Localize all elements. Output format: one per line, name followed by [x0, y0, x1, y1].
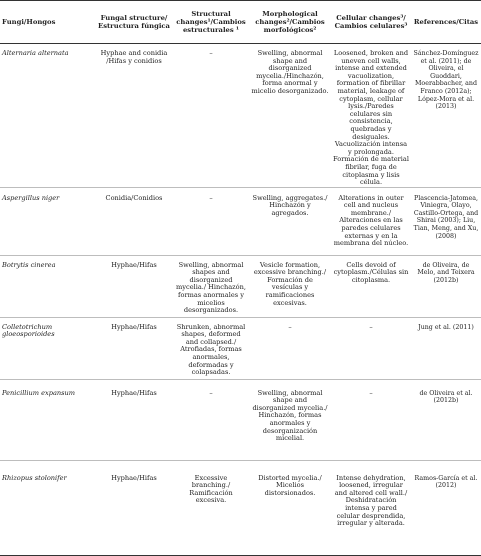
table-row	[0, 317, 481, 379]
structural-changes: Swelling, abnormal shapes and disorganized mycelia./ Hinchazón, formas anormales y micelios desorganizados.	[176, 260, 246, 315]
header-morphological-changes: Morphological changes²/Cambios morfológicos²	[249, 1, 331, 44]
fungal-structure: Hyphae and conidia /Hifas y conidios	[100, 49, 168, 65]
header-structural-changes: Structural changes¹/Cambios estructurales ¹	[173, 1, 249, 44]
table-row	[0, 255, 481, 317]
table-row	[0, 460, 481, 555]
structural-changes: Shrunken, abnormal shapes, deformed and collapsed./ Atrofiadas, formas anormales, deformadas y colapsadas.	[176, 322, 246, 377]
fungus-name: Alternaria alternata	[2, 49, 69, 57]
fungus-name: Rhizopus stolonifer	[2, 473, 67, 482]
morphological-changes: Swelling, abnormal shape and disorganized mycelia./ Hinchazón, formas anormales y desorganización micelial.	[252, 388, 328, 443]
references: de Oliveira et al. (2012b)	[419, 389, 473, 405]
table-body	[0, 44, 481, 556]
header-fungal-structure: Fungal structure/ Estructura fúngica	[95, 1, 173, 44]
header-references: References/Citas	[411, 1, 481, 44]
references: de Oliveira, de Melo, and Teixera (2012b)	[417, 261, 475, 284]
morphological-changes: –	[288, 322, 292, 331]
header-fungi: Fungi/Hongos	[0, 1, 95, 44]
morphological-changes: Distorted mycelia./ Micelios distorsionados.	[258, 473, 322, 497]
fungus-name: Colletotrichum gloeosporioides	[2, 322, 55, 339]
structural-changes: Excessive branching./ Ramificación excesiva.	[189, 473, 233, 505]
fungal-structure: Hyphae/Hifas	[111, 260, 157, 269]
references: Plascencia-Jatomea, Viniegra, Olayo, Castillo-Ortega, and Shirai (2003); Liu, Tian, Meng, and Xu, (2008)	[413, 194, 479, 240]
morphological-changes: Swelling, abnormal shape and disorganized mycelia./Hinchazón, forma anormal y micelio desorganizado.	[251, 49, 329, 95]
morphological-changes: Vesicle formation, excessive branching./ Formación de vesículas y ramificaciones excesivas.	[253, 260, 327, 307]
table-header	[0, 1, 481, 44]
cellular-changes: Intense dehydration, loosened, irregular and altered cell wall./ Deshidratación intensa y pared celular desprendida, irregular y alterada.	[334, 473, 408, 528]
structural-changes: –	[209, 49, 213, 57]
fungal-structure: Hyphae/Hifas	[111, 322, 157, 331]
structural-changes: –	[209, 193, 213, 202]
fungus-name: Aspergillus niger	[2, 193, 60, 202]
fungus-name: Penicillium expansum	[2, 388, 76, 397]
header-cellular-changes: Cellular changes³/ Cambios celulares³	[331, 1, 411, 44]
structural-changes: –	[209, 388, 213, 397]
fungal-structure: Conidia/Conidios	[105, 193, 163, 202]
morphological-changes: Swelling, aggregates./ Hinchazón y agregados.	[252, 193, 328, 217]
table-row	[0, 187, 481, 255]
fungal-structure: Hyphae/Hifas	[111, 473, 157, 482]
fungal-structure: Hyphae/Hifas	[111, 388, 157, 397]
header-row	[0, 1, 481, 44]
references: Jung et al. (2011)	[418, 323, 474, 331]
cellular-changes: –	[369, 322, 373, 331]
fungus-name: Botrytis cinerea	[2, 260, 56, 269]
references: Ramos-García et al. (2012)	[414, 474, 478, 490]
table-row	[0, 44, 481, 188]
cellular-changes: Loosened, broken and uneven cell walls, intense and extended vacuolization, formation of fibrillar material, leakage of cytoplasm, cellular lysis./Paredes celulares sin consistencia, quebradas y desiguales. Vacuolización intensa y prolongada. Formación de material fibrilar, fuga de citoplasma y lisis célula.	[333, 49, 409, 187]
cellular-changes: –	[369, 388, 373, 397]
cellular-changes: Cells devoid of cytoplasm./Células sin citoplasma.	[333, 260, 409, 284]
cellular-changes: Alterations in outer cell and nucleus membrane./ Alteraciones en las paredes celulares externas y en la membrana del núcleo.	[333, 193, 409, 248]
references: Sánchez-Domínguez et al. (2011); de Oliveira, el Guoddari, Moerabbacher, and Franco (2012a); López-Mora et al. (2013)	[413, 50, 479, 111]
table-row	[0, 379, 481, 460]
